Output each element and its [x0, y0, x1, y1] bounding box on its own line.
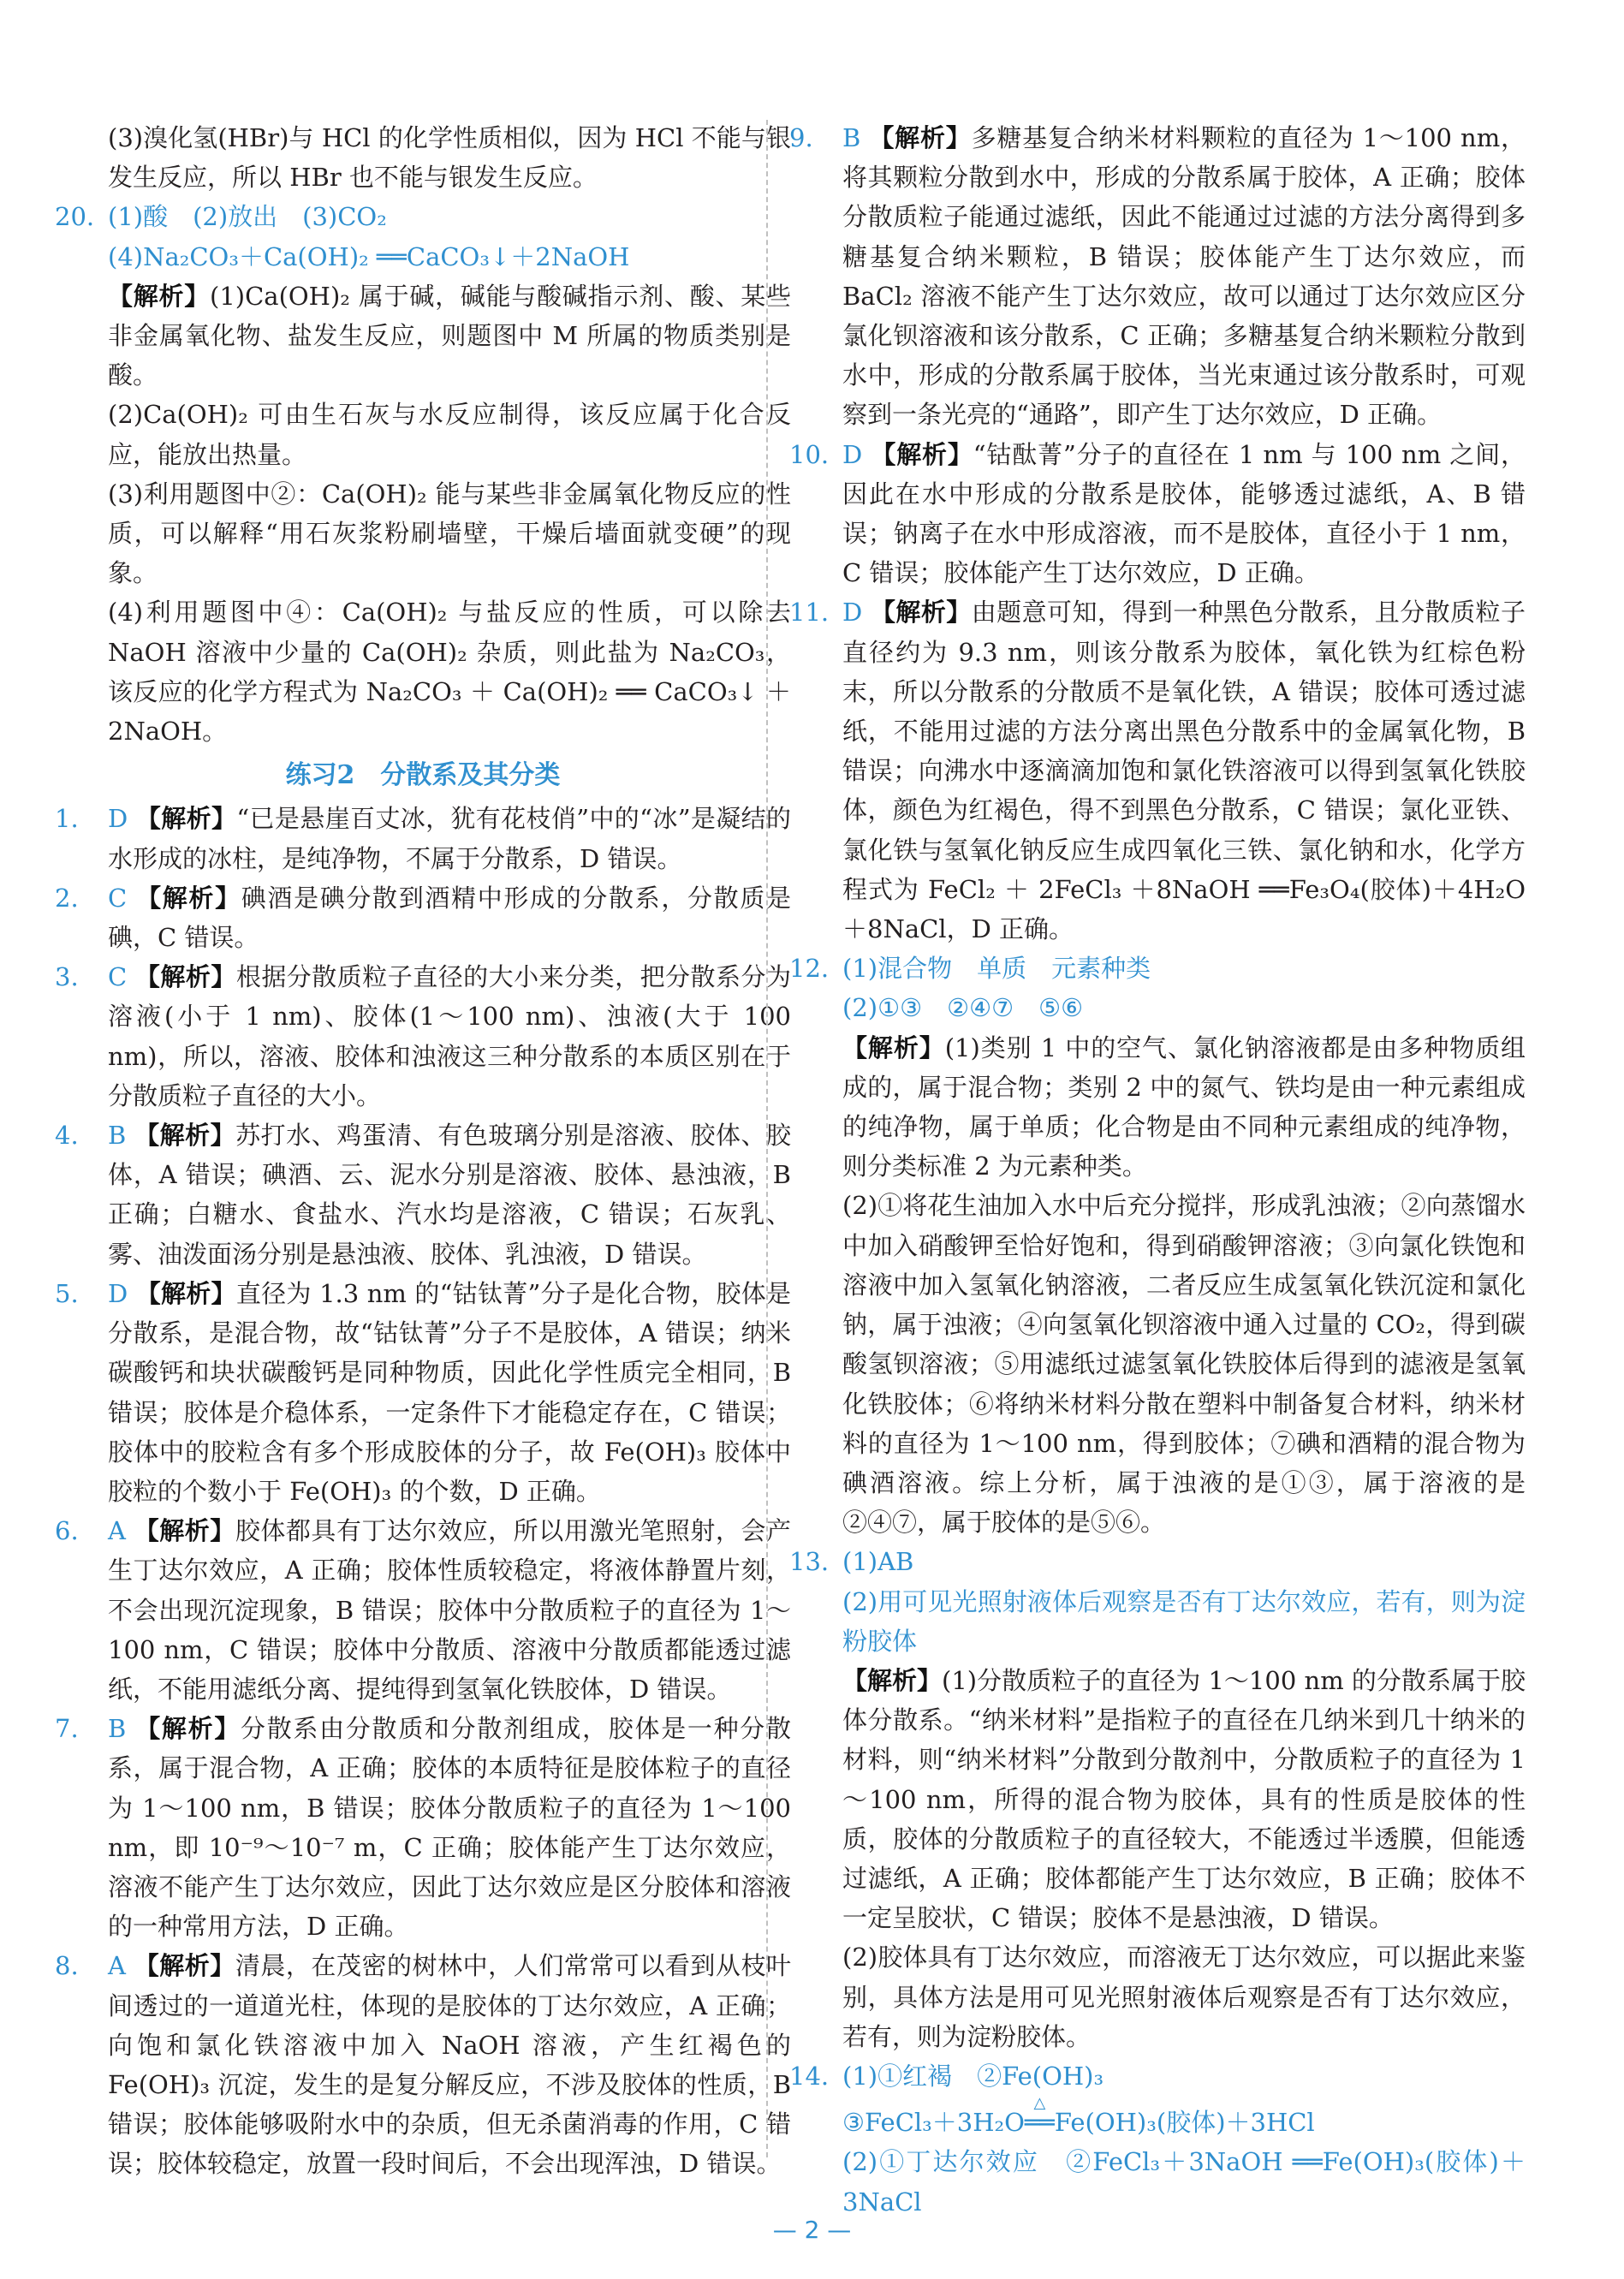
- question-12-explanation-2: (2)①将花生油加入水中后充分搅拌，形成乳浊液；②向蒸馏水中加入硝酸钾至恰好饱和，得到硝酸钾溶液；③向氯化铁饱和溶液中加入氢氧化钠溶液，二者反应生成氢氧化铁沉淀和氯化钠，属于浊液；④向氢氧化钡溶液中通入过量的 CO₂，得到碳酸氢钡溶液；⑤用滤纸过滤氢氧化铁胶体后得到的滤液是氢氧化铁胶体；⑥将纳米材料分散在塑料中制备复合材料，纳米材料的直径为 1～100 nm，得到胶体；⑦碘和酒精的混合物为碘酒溶液。综上分析，属于浊液的是①③，属于溶液的是②④⑦，属于胶体的是⑤⑥。: [842, 1191, 1526, 1538]
- question-12-answer: [789, 949, 1526, 988]
- question-12-answer-2: (2)①③ ②④⑦ ⑤⑥: [842, 993, 1084, 1023]
- explanation-text: 由题意可知，得到一种黑色分散系，且分散质粒子直径约为 9.3 nm，则该分散系为胶体，氧化铁为红棕色粉末，所以分散系的分散质不是氧化铁，A 错误；胶体可透过滤纸，不能用过滤的方法分离出黑色分散系中的金属氧化物，B 错误；向沸水中逐滴滴加饱和氯化铁溶液可以得到氢氧化铁胶体，颜色为红褐色，得不到黑色分散系，C 错误；氯化亚铁、氯化铁与氢氧化钠反应生成四氧化三铁、氯化钠和水，化学方程式为 FeCl₂ ＋ 2FeCl₃ ＋8NaOH ══Fe₃O₄(胶体)＋4H₂O＋8NaCl，D 正确。: [842, 598, 1526, 944]
- explanation-text: 胶体都具有丁达尔效应，所以用激光笔照射，会产生丁达尔效应，A 正确；胶体性质较稳定，将液体静置片刻，不会出现沉淀现象，B 错误；胶体中分散质粒子的直径为 1～100 nm，C 错误；胶体中分散质、溶液中分散质都能透过滤纸，不能用滤纸分离、提纯得到氢氧化铁胶体，D 错误。: [108, 1516, 791, 1704]
- question-number: 7.: [55, 1714, 79, 1744]
- question-20-answer-4: (4)Na₂CO₃＋Ca(OH)₂ ══CaCO₃↓＋2NaOH: [108, 241, 630, 271]
- answer-text: (1)AB: [842, 1547, 914, 1577]
- question-number: 13.: [789, 1547, 830, 1577]
- heat-mark: △: [1033, 2094, 1046, 2113]
- explanation-label: 【解析】: [136, 883, 241, 913]
- explanation-label: 【解析】: [842, 1665, 943, 1695]
- answer-list-left: [55, 799, 791, 2183]
- question-number: 11.: [789, 598, 830, 628]
- question-14-answer-2: (2)①丁达尔效应 ②FeCl₃＋3NaOH ══Fe(OH)₃(胶体)＋3NaCl: [842, 2147, 1526, 2217]
- question-number: 6.: [55, 1516, 79, 1546]
- answer-item-5: [55, 1274, 791, 1511]
- question-14-equation: ③FeCl₃＋3H₂O △ ══Fe(OH)₃(胶体)＋3HCl: [789, 2103, 1526, 2142]
- question-13-explanation-2: (2)胶体具有丁达尔效应，而溶液无丁达尔效应，可以据此来鉴别，具体方法是用可见光照射液体后观察是否有丁达尔效应，若有，则为淀粉胶体。: [842, 1943, 1526, 2051]
- answer-item-6: [55, 1511, 791, 1709]
- answer-letter: B: [108, 1121, 127, 1151]
- question-14-answer: [789, 2056, 1526, 2096]
- answer-letter: D: [842, 439, 863, 469]
- answer-letter: D: [108, 1278, 128, 1308]
- right-column: [789, 118, 1526, 2222]
- question-number: 2.: [55, 883, 79, 913]
- question-number: 8.: [55, 1951, 79, 1981]
- question-20-answer: [55, 197, 791, 236]
- explanation-label: 【解析】: [135, 804, 237, 834]
- question-number: 9.: [789, 123, 813, 152]
- explanation-text: 分散系由分散质和分散剂组成，胶体是一种分散系，属于混合物，A 正确；胶体的本质特征是胶体粒子的直径为 1～100 nm，B 错误；胶体分散质粒子的直径为 1～100 nm，即 10⁻⁹～10⁻⁷ m，C 正确；胶体能产生丁达尔效应，溶液不能产生丁达尔效应，因此丁达尔效应是区分胶体和溶液的一种常用方法，D 正确。: [108, 1714, 791, 1942]
- explanation-text: “已是悬崖百丈冰，犹有花枝俏”中的“冰”是凝结的水形成的冰柱，是纯净物，不属于分散系，D 错误。: [108, 804, 792, 873]
- question-number: 12.: [789, 954, 830, 984]
- explanation-text: 多糖基复合纳米材料颗粒的直径为 1～100 nm，将其颗粒分散到水中，形成的分散系属于胶体，A 正确；胶体分散质粒子能通过滤纸，因此不能通过过滤的方法分离得到多糖基复合纳米颗粒，B 错误；胶体能产生丁达尔效应，而 BaCl₂ 溶液不能产生丁达尔效应，故可以通过丁达尔效应区分氯化钡溶液和该分散系，C 正确；多糖基复合纳米颗粒分散到水中，形成的分散系属于胶体，当光束通过该分散系时，可观察到一条光亮的“通路”，即产生丁达尔效应，D 正确。: [842, 123, 1526, 430]
- question-20-explanation: 【解析】(1)Ca(OH)₂ 属于碱，碱能与酸碱指示剂、酸、某些非金属氧化物、盐发生反应，则题图中 M 所属的物质类别是酸。: [108, 281, 791, 390]
- explanation-label: 【解析】: [842, 1032, 945, 1062]
- explanation-label: 【解析】: [134, 1121, 236, 1151]
- answer-item-8: [55, 1946, 791, 2183]
- question-20-explanation-3: (3)利用题图中②：Ca(OH)₂ 能与某些非金属氧化物反应的性质，可以解释“用石灰浆粉刷墙壁，干燥后墙面就变硬”的现象。: [108, 479, 791, 588]
- answer-item-2: [55, 878, 791, 957]
- explanation-label: 【解析】: [135, 1278, 236, 1308]
- explanation-text: 根据分散质粒子直径的大小来分类，把分散系分为溶液(小于 1 nm)、胶体(1～100 nm)、浊液(大于 100 nm)，所以，溶液、胶体和浊液这三种分散系的本质区别在于分散质粒子直径的大小。: [108, 962, 791, 1110]
- answer-item-11: [789, 592, 1526, 949]
- heat-arrow: △ ══: [1025, 2103, 1055, 2142]
- answer-letter: A: [108, 1516, 126, 1546]
- question-20-explanation-2: (2)Ca(OH)₂ 可由生石灰与水反应制得，该反应属于化合反应，能放出热量。: [108, 400, 791, 469]
- explanation-label: 【解析】: [134, 1516, 235, 1546]
- answer-letter: B: [108, 1714, 127, 1744]
- section-title: 练习2 分散系及其分类: [285, 760, 561, 791]
- answer-item-3: [55, 957, 791, 1116]
- answer-item-4: [55, 1116, 791, 1274]
- explanation-label: 【解析】: [108, 281, 211, 311]
- question-number: 1.: [55, 804, 79, 834]
- explanation-text: 直径为 1.3 nm 的“钴钛菁”分子是化合物，胶体是分散系，是混合物，故“钴钛菁”分子不是胶体，A 错误；纳米碳酸钙和块状碳酸钙是同种物质，因此化学性质完全相同，B 错误；胶体是介稳体系，一定条件下才能稳定存在，C 错误；胶体中的胶粒含有多个形成胶体的分子，故 Fe(OH)₃ 胶体中胶粒的个数小于 Fe(OH)₃ 的个数，D 正确。: [108, 1278, 791, 1506]
- explanation-label: 【解析】: [869, 123, 972, 152]
- answer-letter: B: [842, 123, 861, 152]
- question-number: 5.: [55, 1278, 79, 1308]
- answer-letter: D: [108, 804, 128, 834]
- explanation-label: 【解析】: [871, 439, 973, 469]
- explanation-label: 【解析】: [134, 1951, 235, 1981]
- answer-item-9: [789, 118, 1526, 435]
- answer-letter: C: [108, 962, 128, 992]
- explanation-label: 【解析】: [135, 1714, 241, 1744]
- explanation-text: 苏打水、鸡蛋清、有色玻璃分别是溶液、胶体、胶体，A 错误；碘酒、云、泥水分别是溶液、胶体、悬浊液，B 正确；白糖水、食盐水、汽水均是溶液，C 错误；石灰乳、雾、油泼面汤分别是悬浊液、胶体、乳浊液，D 错误。: [108, 1121, 791, 1269]
- question-13-answer: [789, 1542, 1526, 1581]
- explanation-text: “钴酞菁”分子的直径在 1 nm 与 100 nm 之间，因此在水中形成的分散系是胶体，能够透过滤纸，A、B 错误；钠离子在水中形成溶液，而不是胶体，直径小于 1 nm，C 错误；胶体能产生丁达尔效应，D 正确。: [842, 439, 1526, 588]
- question-number: 14.: [789, 2061, 830, 2091]
- page-number: — 2 —: [772, 2216, 852, 2244]
- question-number: 20.: [55, 202, 95, 232]
- question-12-explanation: 【解析】(1)类别 1 中的空气、氯化钠溶液都是由多种物质组成的，属于混合物；类别 2 中的氮气、铁均是由一种元素组成的纯净物，属于单质；化合物是由不同种元素组成的纯净物，则分类标准 2 为元素种类。: [842, 1032, 1526, 1181]
- answer-letter: A: [108, 1951, 126, 1981]
- question-13-explanation: 【解析】(1)分散质粒子的直径为 1～100 nm 的分散系属于胶体分散系。“纳米材料”是指粒子的直径在几纳米到几十纳米的材料，则“纳米材料”分散到分散剂中，分散质粒子的直径为 1～100 nm，所得的混合物为胶体，具有的性质是胶体的性质，胶体的分散质粒子的直径较大，不能透过半透膜，但能透过滤纸，A 正确；胶体都能产生丁达尔效应，B 正确；胶体不一定呈胶状，C 错误；胶体不是悬浊液，D 错误。: [842, 1665, 1526, 1933]
- q19-explanation-3: (3)溴化氢(HBr)与 HCl 的化学性质相似，因为 HCl 不能与银发生反应，所以 HBr 也不能与银发生反应。: [108, 123, 791, 193]
- question-number: 3.: [55, 962, 79, 992]
- explanation-label: 【解析】: [134, 962, 236, 992]
- column-divider: [766, 120, 768, 2157]
- question-number: 4.: [55, 1121, 79, 1151]
- answer-text: (1)混合物 单质 元素种类: [842, 954, 1151, 984]
- question-number: 10.: [789, 439, 830, 469]
- question-13-answer-2: (2)用可见光照射液体后观察是否有丁达尔效应，若有，则为淀粉胶体: [842, 1586, 1526, 1656]
- answer-text: (1)酸 (2)放出 (3)CO₂: [108, 202, 387, 232]
- answer-text: (1)①红褐 ②Fe(OH)₃: [842, 2061, 1104, 2091]
- left-column: [55, 118, 791, 2184]
- explanation-text: 碘酒是碘分散到酒精中形成的分散系，分散质是碘，C 错误。: [108, 883, 791, 953]
- explanation-text: 清晨，在茂密的树林中，人们常常可以看到从枝叶间透过的一道道光柱，体现的是胶体的丁达尔效应，A 正确；向饱和氯化铁溶液中加入 NaOH 溶液，产生红褐色的 Fe(OH)₃ 沉淀，发生的是复分解反应，不涉及胶体的性质，B 错误；胶体能够吸附水中的杂质，但无杀菌消毒的作用，C 错误；胶体较稳定，放置一段时间后，不会出现浑浊，D 错误。: [108, 1951, 791, 2179]
- explanation-label: 【解析】: [870, 598, 972, 628]
- answer-letter: D: [842, 598, 863, 628]
- answer-letter: C: [108, 883, 128, 913]
- question-20-explanation-4: (4)利用题图中④：Ca(OH)₂ 与盐反应的性质，可以除去 NaOH 溶液中少量的 Ca(OH)₂ 杂质，则此盐为 Na₂CO₃，该反应的化学方程式为 Na₂CO₃ ＋ Ca(OH)₂ ══ CaCO₃↓ ＋ 2NaOH。: [108, 598, 791, 747]
- answer-item-7: [55, 1709, 791, 1946]
- answer-item-10: [789, 435, 1526, 593]
- answer-item-1: [55, 799, 791, 878]
